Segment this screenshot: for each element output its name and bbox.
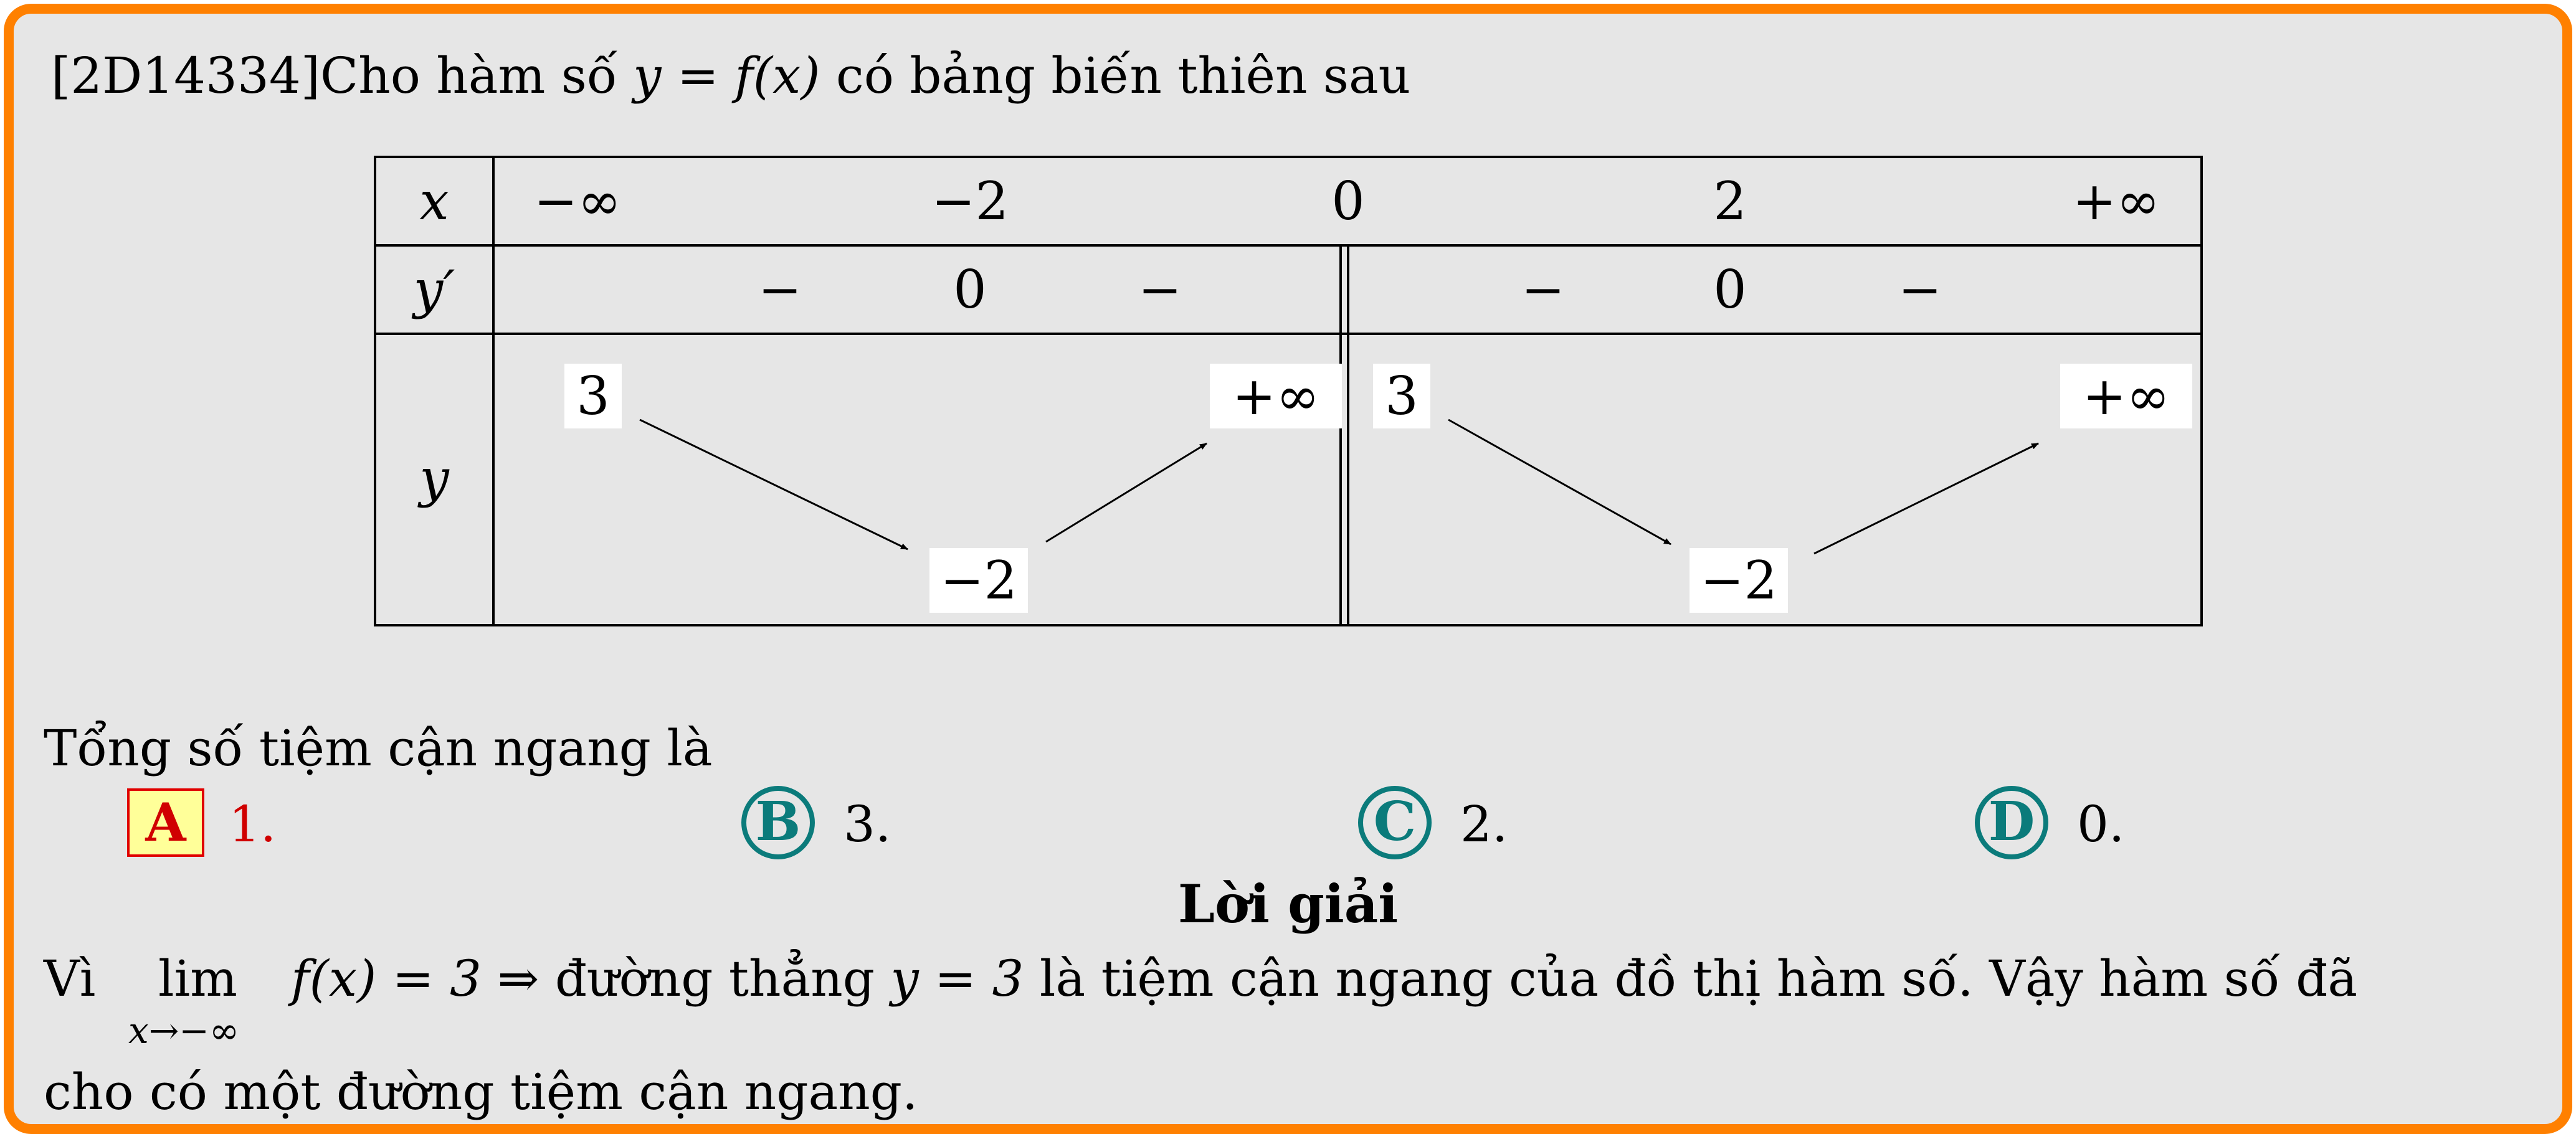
solution-expression: f(x) = 3 ⇒ [291,950,539,1008]
y-value: −2 [1700,550,1777,611]
solution-vi: Vì [44,950,96,1008]
dy-sign: − [1898,259,1942,320]
option-a-text[interactable]: 1. [229,795,277,853]
question-intro-end: có bảng biến thiên sau [835,47,1411,105]
question-card [4,4,2572,1134]
increase-arrow [1814,443,2038,554]
x-value: +∞ [2072,171,2160,232]
solution-line-equation: y = 3 [890,950,1024,1008]
solution-title: Lời giải [1177,873,1399,935]
solution-line1 [291,950,2358,1008]
dy-zero: 0 [1713,259,1747,320]
dy-zero: 0 [953,259,987,320]
y-value: 3 [576,366,610,427]
solution-lim-subscript: x→−∞ [128,1009,240,1052]
row-label-x: x [419,171,449,232]
x-value: −∞ [533,171,622,232]
solution-lim: lim [158,950,238,1008]
x-value: −2 [931,171,1009,232]
dy-sign: − [1138,259,1182,320]
question-prompt: Tổng số tiệm cận ngang là [44,719,713,777]
decrease-arrow [640,420,908,549]
option-b-badge[interactable]: B [741,786,815,859]
row-label-y: y [419,448,449,509]
question-intro: Cho hàm số [320,47,617,105]
option-d-text[interactable]: 0. [2077,795,2125,853]
dy-sign: − [758,259,802,320]
solution-text1: đường thẳng [554,950,875,1008]
decrease-arrow [1448,420,1671,544]
option-b-text[interactable]: 3. [844,795,891,853]
option-a-badge[interactable]: A [127,788,204,857]
solution-text2: là tiệm cận ngang của đồ thị hàm số. Vậy hàm số đã [1039,950,2358,1008]
option-d-badge[interactable]: D [1975,786,2048,859]
x-value: 2 [1713,171,1747,232]
y-value: +∞ [1232,366,1320,427]
x-value: 0 [1331,171,1365,232]
option-c-badge[interactable]: C [1358,786,1432,859]
row-label-dy: y′ [413,259,455,320]
y-value: 3 [1385,366,1419,427]
question-code: [2D14334] [51,47,320,105]
dy-sign: − [1521,259,1566,320]
question-function: y = f(x) [633,47,820,105]
solution-line2: cho có một đường tiệm cận ngang. [44,1063,918,1121]
increase-arrow [1046,443,1207,542]
y-value: +∞ [2082,366,2170,427]
y-value: −2 [940,550,1017,611]
option-c-text[interactable]: 2. [1460,795,1508,853]
